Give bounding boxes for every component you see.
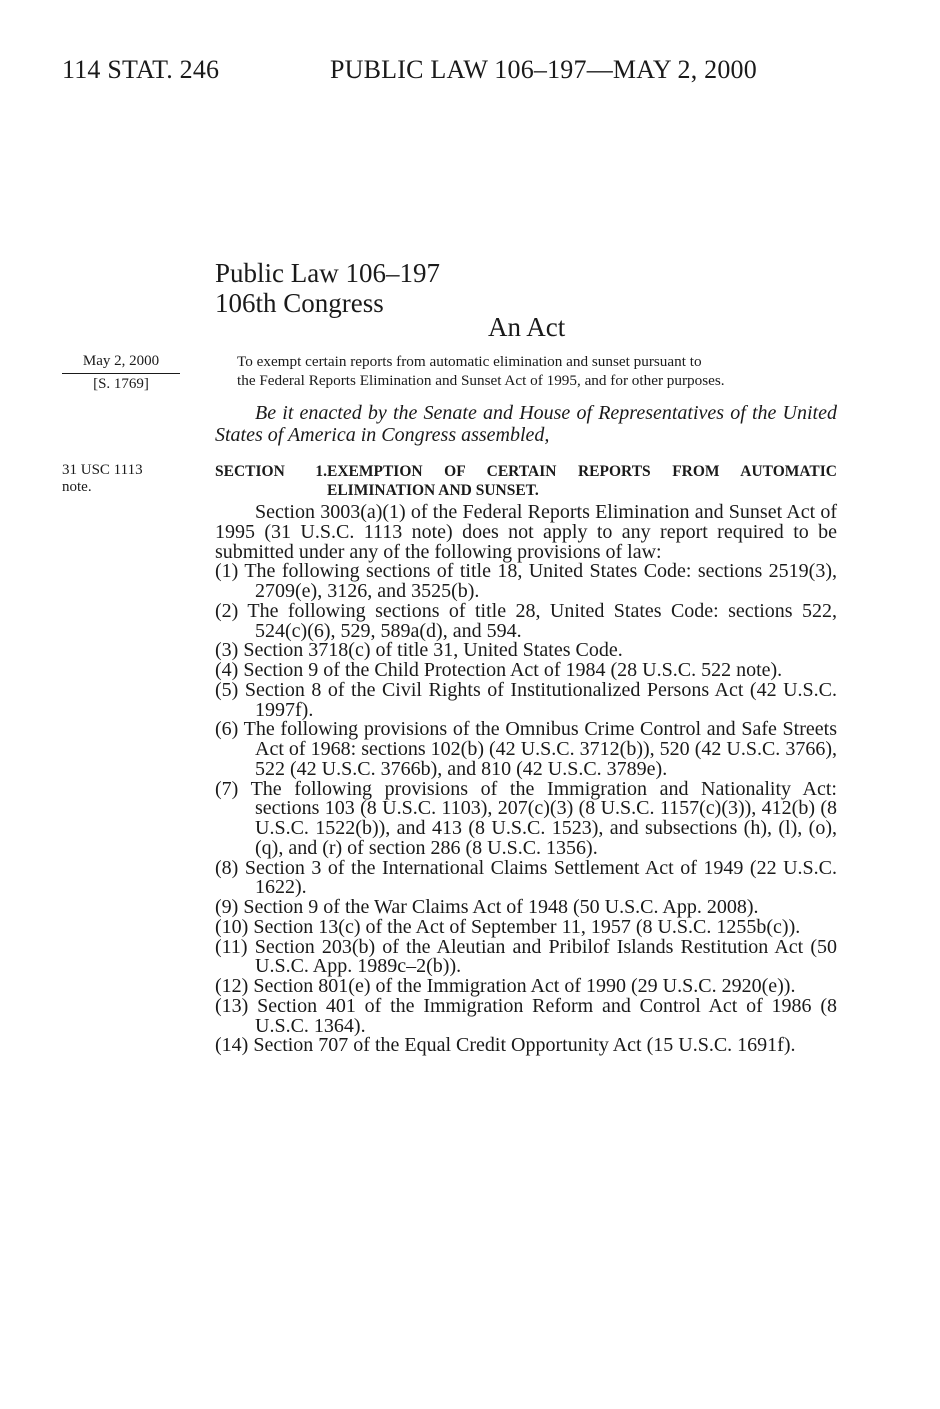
usc-margin-note <box>62 462 180 496</box>
provision-item: (4) Section 9 of the Child Protection Act of 1984 (28 U.S.C. 522 note). <box>215 659 783 681</box>
congress-number: 106th Congress <box>215 288 384 318</box>
enacting-clause: Be it enacted by the Senate and House of Representatives of the United States of America in Congress assembled, <box>215 402 837 446</box>
section-body <box>215 503 837 1056</box>
running-title: PUBLIC LAW 106–197—MAY 2, 2000 <box>330 55 757 84</box>
provision-item: (5) Section 8 of the Civil Rights of Institutionalized Persons Act (42 U.S.C. 1997f). <box>215 678 837 721</box>
enactment-date: May 2, 2000 <box>62 352 180 374</box>
section-heading <box>215 462 837 500</box>
enactment-date-note <box>62 352 180 394</box>
usc-note-line-2: note. <box>62 479 92 495</box>
section-heading-line-1 <box>215 462 837 481</box>
law-title-block <box>215 258 440 318</box>
provision-item: (11) Section 203(b) of the Aleutian and Pribilof Islands Restitution Act (50 U.S.C. App. 1989c–2(b)). <box>215 935 837 978</box>
provision-item: (9) Section 9 of the War Claims Act of 1948 (50 U.S.C. App. 2008). <box>215 896 759 918</box>
section-title-part-1: EXEMPTION OF CERTAIN REPORTS FROM AUTOMATIC <box>327 463 837 480</box>
page-stat-citation: 114 STAT. 246 <box>62 55 220 84</box>
provision-item: (2) The following sections of title 28, United States Code: sections 522, 524(c)(6), 529, 589a(d), and 594. <box>215 599 837 642</box>
section-title-part-2: ELIMINATION AND SUNSET. <box>327 482 539 499</box>
usc-note-line-1: 31 USC 1113 <box>62 462 143 478</box>
provision-item: (12) Section 801(e) of the Immigration Act of 1990 (29 U.S.C. 2920(e)). <box>215 975 796 997</box>
provision-item: (8) Section 3 of the International Claims Settlement Act of 1949 (22 U.S.C. 1622). <box>215 856 837 899</box>
purpose-statement <box>237 352 837 390</box>
section-label: SECTION 1. <box>215 463 327 480</box>
act-label: An Act <box>488 312 566 342</box>
purpose-line-2: the Federal Reports Elimination and Sunset Act of 1995, and for other purposes. <box>237 372 725 389</box>
purpose-line-1: To exempt certain reports from automatic elimination and sunset pursuant to <box>237 353 702 370</box>
provision-item: (3) Section 3718(c) of title 31, United States Code. <box>215 639 623 662</box>
bill-number: [S. 1769] <box>93 376 149 392</box>
provision-item: (13) Section 401 of the Immigration Reform and Control Act of 1986 (8 U.S.C. 1364). <box>215 994 837 1037</box>
provision-item: (10) Section 13(c) of the Act of September 11, 1957 (8 U.S.C. 1255b(c)). <box>215 915 801 938</box>
public-law-number: Public Law 106–197 <box>215 258 440 288</box>
section-intro-paragraph: Section 3003(a)(1) of the Federal Reports Elimination and Sunset Act of 1995 (31 U.S.C. 1113 note) does not apply to any report required to be submitted under any of the following provisions of law: <box>215 501 837 563</box>
provision-item: (6) The following provisions of the Omnibus Crime Control and Safe Streets Act of 1968: sections 102(b) (42 U.S.C. 3712(b)), 520 (42 U.S.C. 3766), 522 (42 U.S.C. 3766b), and 810 (42 U.S.C. 3789e). <box>215 718 837 780</box>
provision-item: (14) Section 707 of the Equal Credit Opportunity Act (15 U.S.C. 1691f). <box>215 1034 796 1057</box>
provision-item: (7) The following provisions of the Immigration and Nationality Act: sections 103 (8 U.S.C. 1103), 207(c)(3) (8 U.S.C. 1157(c)(3)), 412(b) (8 U.S.C. 1522(b)), and 413 (8 U.S.C. 1523), and subsections (h), (l), (o), (q), and (r) of section 286 (8 U.S.C. 1356). <box>215 777 837 859</box>
provision-item: (1) The following sections of title 18, United States Code: sections 2519(3), 2709(e), 3126, and 3525(b). <box>215 560 837 602</box>
